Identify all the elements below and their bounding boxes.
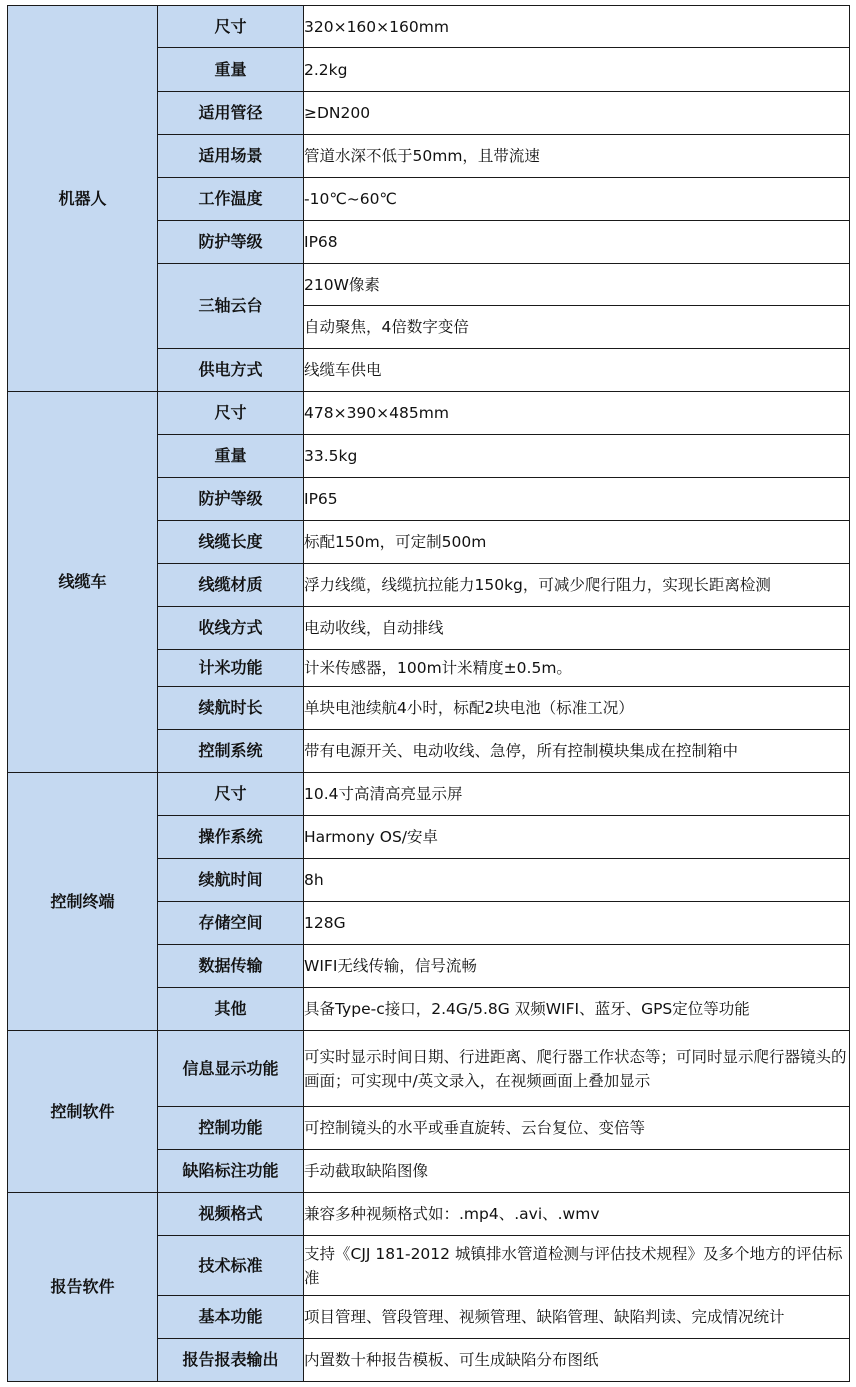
parameter-label: 技术标准 (158, 1236, 304, 1296)
parameter-label: 尺寸 (158, 392, 304, 435)
parameter-label: 续航时长 (158, 687, 304, 730)
parameter-label: 控制功能 (158, 1107, 304, 1150)
parameter-value: Harmony OS/安卓 (304, 816, 850, 859)
parameter-label: 存储空间 (158, 902, 304, 945)
parameter-value: 320×160×160mm (304, 6, 850, 48)
parameter-value: 478×390×485mm (304, 392, 850, 435)
parameter-label: 控制系统 (158, 730, 304, 773)
parameter-value: 计米传感器，100m计米精度±0.5m。 (304, 650, 850, 687)
spec-table-body (8, 6, 850, 1382)
parameter-value: 手动截取缺陷图像 (304, 1150, 850, 1193)
parameter-label: 续航时间 (158, 859, 304, 902)
table-row (8, 6, 850, 48)
parameter-value: 210W像素 (304, 264, 850, 306)
parameter-label: 信息显示功能 (158, 1031, 304, 1107)
parameter-value: WIFI无线传输，信号流畅 (304, 945, 850, 988)
category-cell: 控制软件 (8, 1031, 158, 1193)
parameter-value: 128G (304, 902, 850, 945)
table-row (8, 1031, 850, 1107)
parameter-value: 自动聚焦，4倍数字变倍 (304, 306, 850, 349)
parameter-value: 33.5kg (304, 435, 850, 478)
parameter-value: IP65 (304, 478, 850, 521)
parameter-label: 防护等级 (158, 221, 304, 264)
category-cell: 报告软件 (8, 1193, 158, 1382)
parameter-label: 收线方式 (158, 607, 304, 650)
parameter-value: 8h (304, 859, 850, 902)
parameter-label: 报告报表输出 (158, 1339, 304, 1382)
parameter-label: 适用管径 (158, 92, 304, 135)
parameter-label: 其他 (158, 988, 304, 1031)
parameter-label: 缺陷标注功能 (158, 1150, 304, 1193)
parameter-label: 尺寸 (158, 773, 304, 816)
parameter-value: 带有电源开关、电动收线、急停，所有控制模块集成在控制箱中 (304, 730, 850, 773)
table-row (8, 392, 850, 435)
parameter-value: 可实时显示时间日期、行进距离、爬行器工作状态等；可同时显示爬行器镜头的画面；可实现中/英文录入，在视频画面上叠加显示 (304, 1031, 850, 1107)
parameter-value: 单块电池续航4小时，标配2块电池（标准工况） (304, 687, 850, 730)
parameter-label: 三轴云台 (158, 264, 304, 349)
parameter-label: 防护等级 (158, 478, 304, 521)
parameter-value: 浮力线缆，线缆抗拉能力150kg，可减少爬行阻力，实现长距离检测 (304, 564, 850, 607)
parameter-label: 线缆材质 (158, 564, 304, 607)
spec-table (7, 5, 850, 1382)
category-cell: 机器人 (8, 6, 158, 392)
parameter-label: 数据传输 (158, 945, 304, 988)
parameter-label: 尺寸 (158, 6, 304, 48)
parameter-label: 计米功能 (158, 650, 304, 687)
parameter-value: 兼容多种视频格式如：.mp4、.avi、.wmv (304, 1193, 850, 1236)
parameter-value: IP68 (304, 221, 850, 264)
parameter-value: 内置数十种报告模板、可生成缺陷分布图纸 (304, 1339, 850, 1382)
parameter-label: 视频格式 (158, 1193, 304, 1236)
parameter-label: 基本功能 (158, 1296, 304, 1339)
parameter-label: 线缆长度 (158, 521, 304, 564)
table-row (8, 1193, 850, 1236)
parameter-value: 10.4寸高清高亮显示屏 (304, 773, 850, 816)
table-row (8, 773, 850, 816)
parameter-label: 重量 (158, 435, 304, 478)
parameter-value: 管道水深不低于50mm，且带流速 (304, 135, 850, 178)
parameter-value: 线缆车供电 (304, 349, 850, 392)
parameter-label: 供电方式 (158, 349, 304, 392)
parameter-label: 适用场景 (158, 135, 304, 178)
category-cell: 控制终端 (8, 773, 158, 1031)
category-cell: 线缆车 (8, 392, 158, 773)
parameter-value: 具备Type-c接口，2.4G/5.8G 双频WIFI、蓝牙、GPS定位等功能 (304, 988, 850, 1031)
parameter-label: 重量 (158, 48, 304, 92)
parameter-value: 可控制镜头的水平或垂直旋转、云台复位、变倍等 (304, 1107, 850, 1150)
parameter-value: 支持《CJJ 181-2012 城镇排水管道检测与评估技术规程》及多个地方的评估标准 (304, 1236, 850, 1296)
parameter-label: 工作温度 (158, 178, 304, 221)
parameter-value: 项目管理、管段管理、视频管理、缺陷管理、缺陷判读、完成情况统计 (304, 1296, 850, 1339)
parameter-value: 2.2kg (304, 48, 850, 92)
parameter-value: 电动收线，自动排线 (304, 607, 850, 650)
parameter-label: 操作系统 (158, 816, 304, 859)
parameter-value: 标配150m，可定制500m (304, 521, 850, 564)
parameter-value: -10℃~60℃ (304, 178, 850, 221)
parameter-value: ≥DN200 (304, 92, 850, 135)
